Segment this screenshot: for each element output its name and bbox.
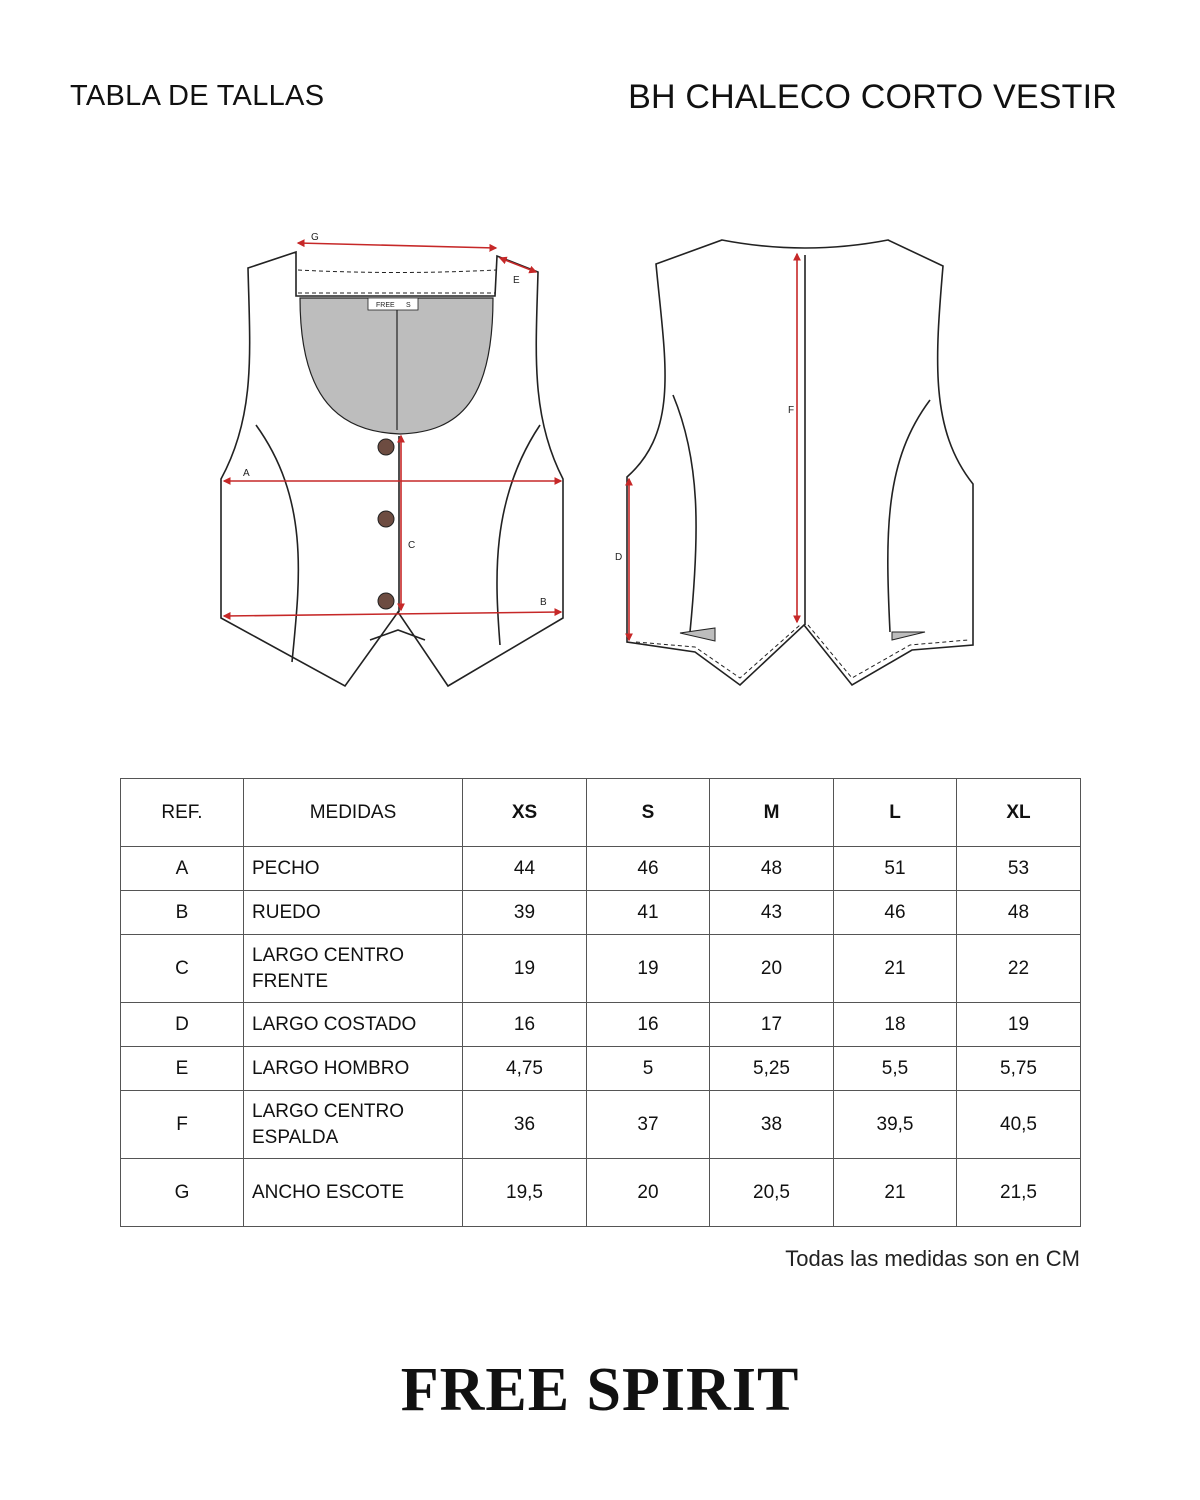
table-row (121, 1091, 1081, 1159)
brand-logo: FREE SPIRIT (400, 1356, 800, 1424)
label-a: A (243, 468, 250, 479)
value-cell: 21,5 (957, 1159, 1081, 1227)
value-cell: 5,25 (710, 1047, 834, 1091)
header-ref: REF. (121, 779, 244, 847)
back-right-lining (892, 632, 925, 640)
measure-name-cell: LARGO COSTADO (244, 1003, 463, 1047)
value-cell: 46 (834, 891, 957, 935)
ref-cell: D (121, 1003, 244, 1047)
value-cell: 41 (587, 891, 710, 935)
value-cell: 5 (587, 1047, 710, 1091)
value-cell: 16 (587, 1003, 710, 1047)
measure-name-cell: PECHO (244, 847, 463, 891)
button-bottom (378, 593, 394, 609)
value-cell: 20 (587, 1159, 710, 1227)
value-cell: 19 (463, 935, 587, 1003)
value-cell: 21 (834, 935, 957, 1003)
ref-cell: E (121, 1047, 244, 1091)
value-cell: 21 (834, 1159, 957, 1227)
value-cell: 44 (463, 847, 587, 891)
vest-diagram (0, 200, 1200, 720)
tag-brand-text: FREE (376, 302, 395, 309)
value-cell: 37 (587, 1091, 710, 1159)
ref-cell: F (121, 1091, 244, 1159)
label-f: F (788, 405, 795, 416)
measure-name-cell: LARGO HOMBRO (244, 1047, 463, 1091)
label-g: G (311, 232, 319, 243)
header-size: L (834, 779, 957, 847)
value-cell: 51 (834, 847, 957, 891)
label-c: C (408, 540, 416, 551)
ref-cell: A (121, 847, 244, 891)
value-cell: 16 (463, 1003, 587, 1047)
measure-name-cell: LARGO CENTRO ESPALDA (244, 1091, 463, 1159)
table-row (121, 1003, 1081, 1047)
back-left-dart (673, 395, 696, 632)
measure-name-cell: RUEDO (244, 891, 463, 935)
table-row (121, 1047, 1081, 1091)
value-cell: 39,5 (834, 1091, 957, 1159)
front-left-panel-seam (256, 425, 298, 662)
value-cell: 19 (957, 1003, 1081, 1047)
value-cell: 46 (587, 847, 710, 891)
value-cell: 17 (710, 1003, 834, 1047)
button-top (378, 439, 394, 455)
label-b: B (540, 597, 547, 608)
value-cell: 38 (710, 1091, 834, 1159)
value-cell: 19,5 (463, 1159, 587, 1227)
value-cell: 18 (834, 1003, 957, 1047)
value-cell: 48 (957, 891, 1081, 935)
value-cell: 43 (710, 891, 834, 935)
size-table (120, 778, 1081, 1227)
header-size: XL (957, 779, 1081, 847)
measure-name-cell: ANCHO ESCOTE (244, 1159, 463, 1227)
value-cell: 48 (710, 847, 834, 891)
label-d: D (615, 552, 623, 563)
ref-cell: B (121, 891, 244, 935)
back-hem-stitch-right (808, 625, 968, 678)
measure-name-cell: LARGO CENTRO FRENTE (244, 935, 463, 1003)
table-header-row (121, 779, 1081, 847)
value-cell: 20,5 (710, 1159, 834, 1227)
value-cell: 5,5 (834, 1047, 957, 1091)
product-title: BH CHALECO CORTO VESTIR (628, 78, 1117, 116)
header-size: S (587, 779, 710, 847)
table-row (121, 1159, 1081, 1227)
ref-cell: C (121, 935, 244, 1003)
back-view (627, 240, 973, 685)
table-row (121, 935, 1081, 1003)
back-measure-lines (629, 254, 797, 640)
value-cell: 19 (587, 935, 710, 1003)
size-chart-title: TABLA DE TALLAS (70, 80, 325, 112)
button-middle (378, 511, 394, 527)
value-cell: 36 (463, 1091, 587, 1159)
table-row (121, 891, 1081, 935)
value-cell: 53 (957, 847, 1081, 891)
value-cell: 5,75 (957, 1047, 1081, 1091)
front-tag (368, 298, 418, 310)
front-buttons (378, 439, 394, 609)
tag-size-text: S (406, 302, 411, 309)
measure-b-line (224, 612, 561, 616)
units-footnote: Todas las medidas son en CM (785, 1246, 1080, 1271)
value-cell: 40,5 (957, 1091, 1081, 1159)
ref-cell: G (121, 1159, 244, 1227)
header-size: XS (463, 779, 587, 847)
value-cell: 22 (957, 935, 1081, 1003)
back-outline (627, 240, 973, 685)
header-size: M (710, 779, 834, 847)
header-medidas: MEDIDAS (244, 779, 463, 847)
back-right-dart (888, 400, 930, 632)
table-row (121, 847, 1081, 891)
value-cell: 4,75 (463, 1047, 587, 1091)
back-left-lining (680, 628, 715, 641)
measure-g-line (298, 243, 496, 248)
measure-e-line (500, 258, 536, 272)
value-cell: 39 (463, 891, 587, 935)
value-cell: 20 (710, 935, 834, 1003)
front-view (221, 252, 563, 686)
label-e: E (513, 275, 520, 286)
neck-band-stitch (298, 270, 496, 273)
